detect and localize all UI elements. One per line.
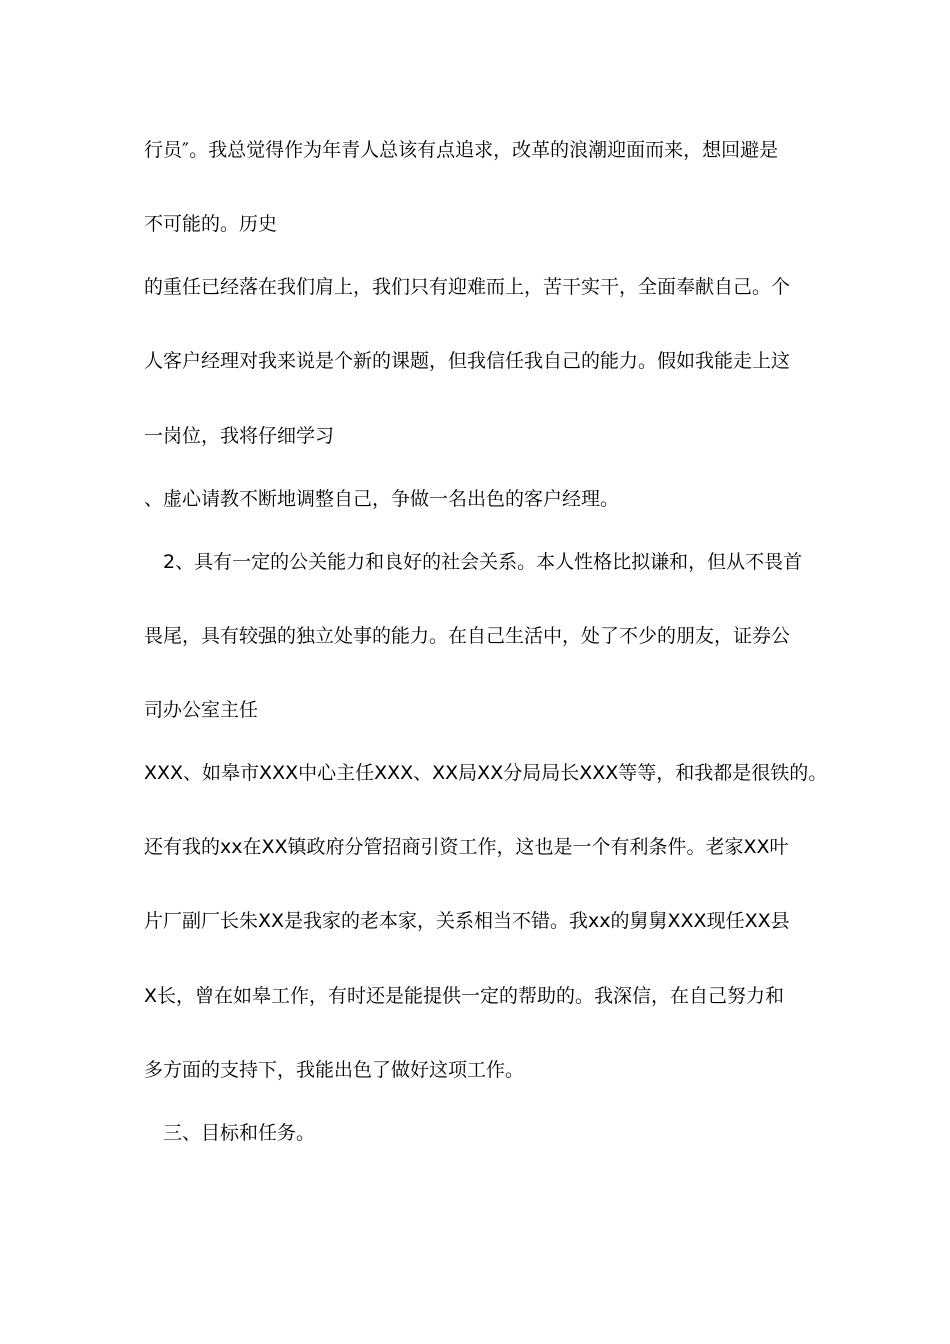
text-line: 一岗位，我将仔细学习 [144, 425, 335, 447]
text-line: 畏尾，具有较强的独立处事的能力。在自己生活中，处了不少的朋友，证券公 [144, 625, 791, 647]
text-line: 、虚心请教不断地调整自己，争做一名出色的客户经理。 [144, 488, 620, 510]
text-line: 的重任已经落在我们肩上，我们只有迎难而上，苦干实干，全面奉献自己。个 [144, 276, 791, 298]
text-line: 2、具有一定的公关能力和良好的社会关系。本人性格比拟谦和，但从不畏首 [163, 551, 803, 573]
section-heading: 三、目标和任务。 [163, 1122, 316, 1144]
text-line: X长，曾在如皋工作，有时还是能提供一定的帮助的。我深信，在自己努力和 [144, 985, 785, 1007]
text-line: 还有我的xx在XX镇政府分管招商引资工作，这也是一个有利条件。老家XX叶 [144, 836, 789, 858]
text-line: 人客户经理对我来说是个新的课题，但我信任我自己的能力。假如我能走上这 [144, 350, 791, 372]
text-line: 多方面的支持下，我能出色了做好这项工作。 [144, 1059, 525, 1081]
text-line: 司办公室主任 [144, 699, 259, 721]
text-line: 行员″。我总觉得作为年青人总该有点追求，改革的浪潮迎面而来，想回避是 [144, 139, 779, 161]
text-line: 不可能的。历史 [144, 213, 278, 235]
text-line: 片厂副厂长朱XX是我家的老本家，关系相当不错。我xx的舅舅XXX现任XX县 [144, 910, 790, 932]
text-line: XXX、如皋市XXX中心主任XXX、XX局XX分局局长XXX等等，和我都是很铁的。 [144, 762, 828, 784]
